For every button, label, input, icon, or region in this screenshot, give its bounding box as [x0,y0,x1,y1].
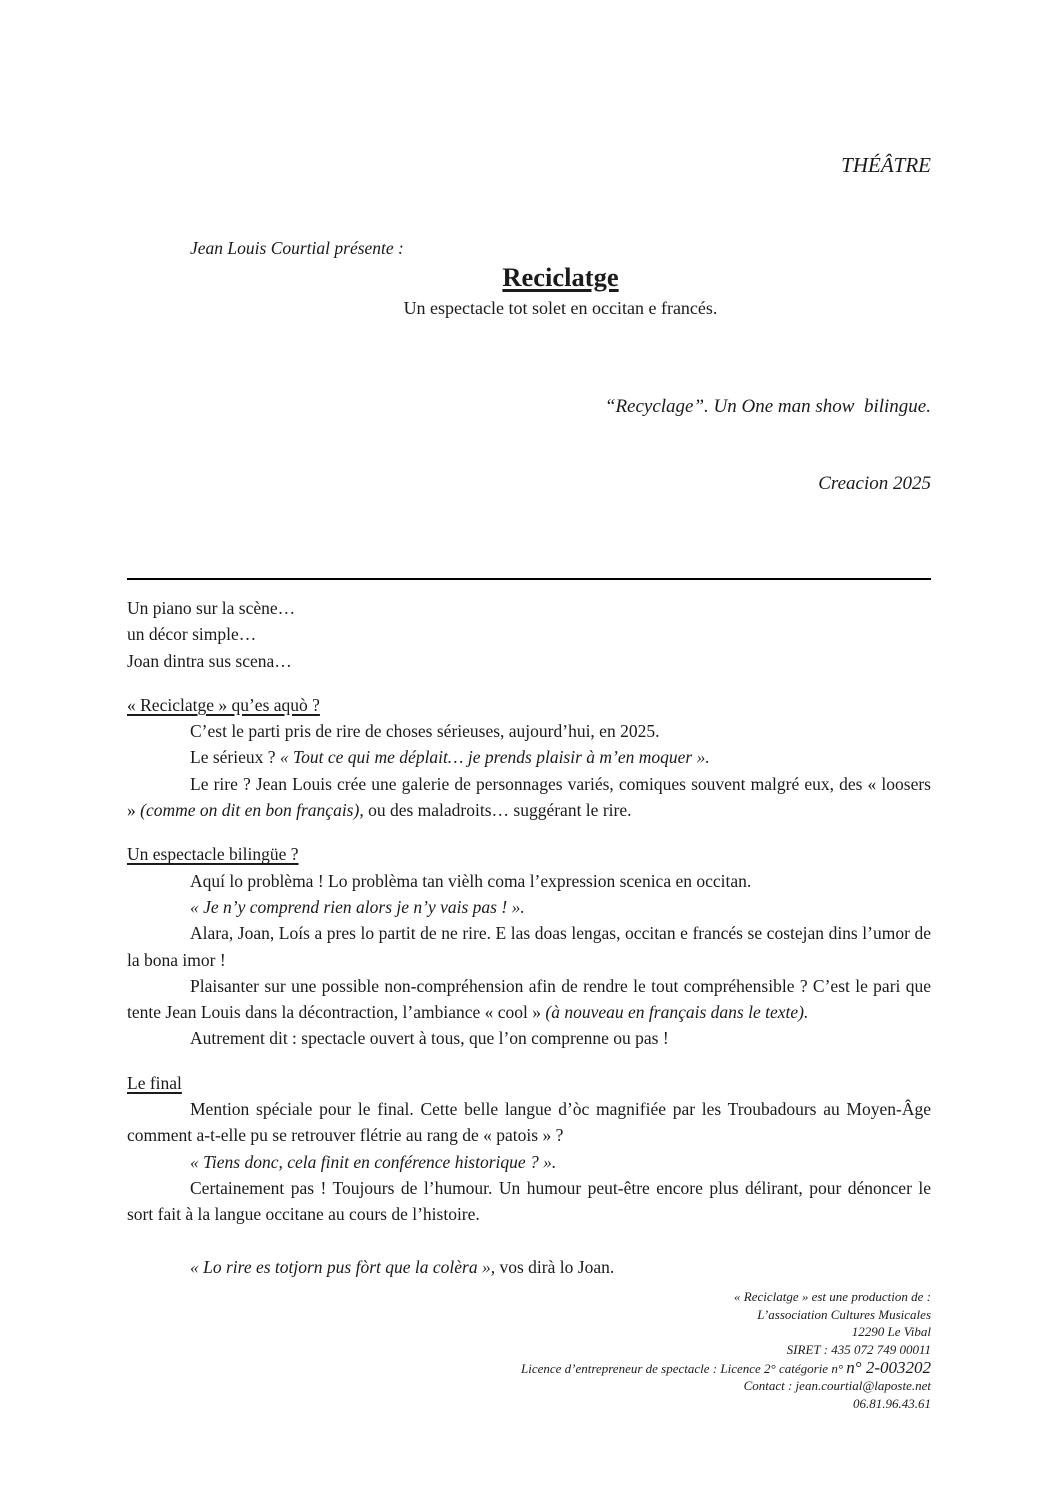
horizontal-divider [127,578,931,580]
credits-address: 12290 Le Vibal [851,1324,931,1340]
quote-text: « Tout ce qui me déplait… je prends plaisir à m’en moquer ». [279,747,710,768]
paragraph [127,771,931,824]
paragraph: Certainement pas ! Toujours de l’humour. Un humour peut-être encore plus délirant, pour dénoncer le sort fait à la langue occitane au cours de l’histoire. [127,1177,931,1225]
tagline-line-1: “Recyclage”. Un One man show bilingue. [604,396,931,417]
opening-line-1: Un piano sur la scène… [127,598,296,618]
credits-phone: 06.81.96.43.61 [853,1396,931,1412]
paragraph: Aquí lo problèma ! Lo problèma tan vièlh coma l’expression scenica en occitan. [190,870,752,891]
credits-siret: SIRET : 435 072 749 00011 [786,1341,931,1357]
license-number: n° 2-003202 [846,1357,931,1377]
credits-line: « Reciclatge » est une production de : [734,1288,931,1304]
paragraph [127,744,931,770]
paragraph: Alara, Joan, Loís a pres lo partit de ne rire. E las doas lengas, occitan e francés se costejan dins l’umor de la bona imor ! [127,923,931,970]
aside-text: (comme on dit en bon français), [140,800,364,821]
presenter-line: Jean Louis Courtial présente : [190,238,404,258]
section-heading-what: « Reciclatge » qu’es aquò ? [127,694,320,715]
credits-association: L’association Cultures Musicales [757,1306,931,1322]
production-credits [127,1288,931,1413]
category-label: THÉÂTRE [841,153,931,177]
paragraph: Mention spéciale pour le final. Cette belle langue d’òc magnifiée par les Troubadours au Moyen-Âge comment a-t-elle pu se retrouver flétrie au rang de « patois » ? [127,1099,931,1146]
credits-license [127,1359,931,1378]
opening-line-3: Joan dintra sus scena… [127,650,292,671]
paragraph [127,973,931,1026]
text-run: Le sérieux ? [190,747,280,768]
license-label: Licence d’entrepreneur de spectacle : Licence 2° catégorie n° [521,1360,847,1376]
quote-text: « Lo rire es totjorn pus fòrt que la colèra », [190,1256,496,1277]
text-run: Plaisanter sur une possible non-compréhension afin de rendre le tout compréhensible ? C’est le pari que tente Jean Louis dans la décontraction, l’ambiance « cool » [127,975,931,1023]
quote-paragraph: « Tiens donc, cela finit en conférence historique ? ». [190,1151,557,1172]
opening-line-2: un décor simple… [127,624,257,645]
paragraph: Autrement dit : spectacle ouvert à tous, que l’on comprenne ou pas ! [190,1028,669,1049]
quote-paragraph: « Je n’y comprend rien alors je n’y vais pas ! ». [190,896,525,917]
text-run: Le rire ? Jean Louis crée une galerie de personnages variés, comiques souvent malgré eux, des « loosers » [127,773,931,821]
subtitle: Un espectacle tot solet en occitan e francés. [403,298,718,318]
text-run: vos dirà lo Joan. [495,1256,615,1277]
closing-quote [127,1254,931,1280]
paragraph: C’est le parti pris de rire de choses sérieuses, aujourd’hui, en 2025. [190,721,660,742]
text-run: ou des maladroits… suggérant le rire. [363,800,632,821]
section-heading-bilingual: Un espectacle bilingüe ? [127,844,299,865]
credits-contact-email: Contact : jean.courtial@laposte.net [743,1378,931,1394]
aside-text: (à nouveau en français dans le texte). [545,1002,809,1023]
document-body [127,595,931,1280]
tagline [127,343,931,547]
page-title: Reciclatge [502,262,619,292]
tagline-line-2: Creacion 2025 [818,472,931,494]
section-heading-final: Le final [127,1072,182,1093]
